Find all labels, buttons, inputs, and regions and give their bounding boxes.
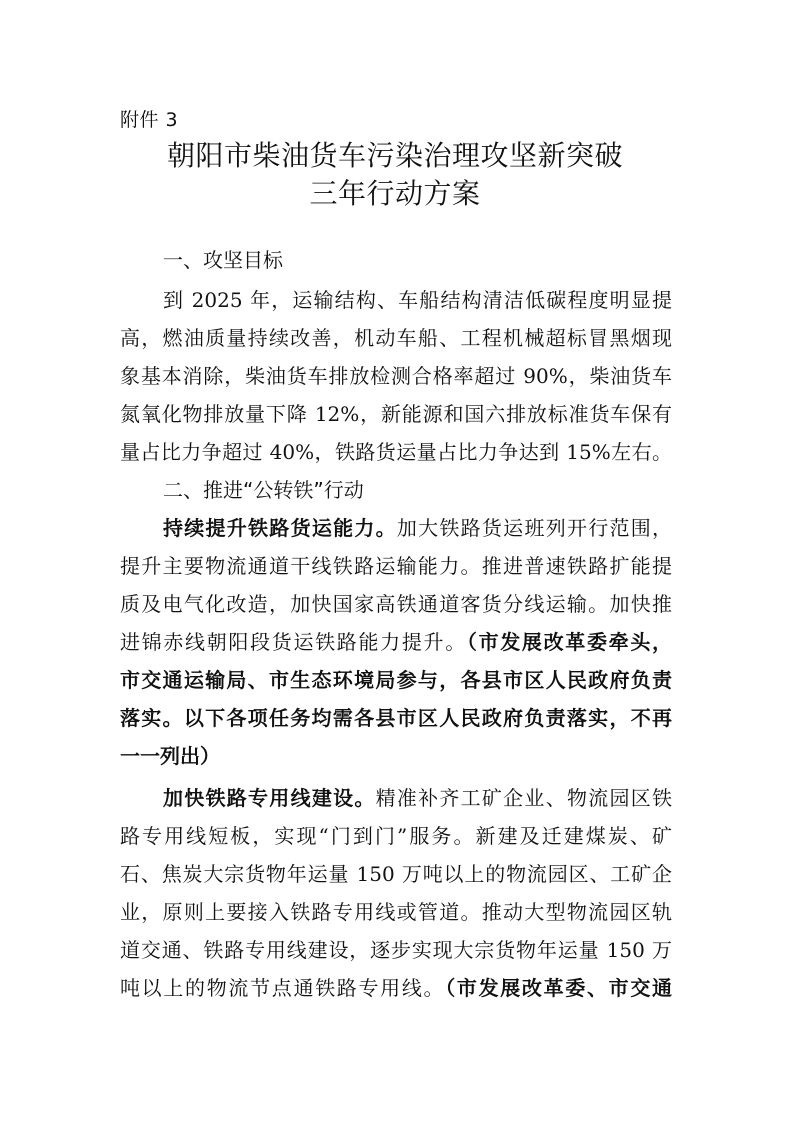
body-line: 石、焦炭大宗货物年运量 150 万吨以上的物流园区、工矿企 xyxy=(120,862,672,886)
section-heading-rail: 二、推进“公转铁”行动 xyxy=(163,478,364,502)
paragraph-first-line xyxy=(163,780,672,816)
responsibility-note: （市发展改革委、市交通 xyxy=(445,976,673,1000)
body-line: 提升主要物流通道干线铁路运输能力。推进普速铁路扩能提 xyxy=(120,554,672,578)
body-line-mixed xyxy=(120,970,672,1006)
body-line: 到 2025 年，运输结构、车船结构清洁低碳程度明显提 xyxy=(163,288,672,312)
document-title-line-1: 朝阳市柴油货车污染治理攻坚新突破 xyxy=(166,139,623,172)
body-line: 高，燃油质量持续改善，机动车船、工程机械超标冒黑烟现 xyxy=(120,326,672,350)
responsibility-note: （市发展改革委牵头， xyxy=(466,630,673,654)
body-line: 象基本消除，柴油货车排放检测合格率超过 90%，柴油货车 xyxy=(120,364,672,388)
body-text: 进锦赤线朝阳段货运铁路能力提升。 xyxy=(120,630,467,654)
body-line: 路专用线短板，实现“门到门”服务。新建及迁建煤炭、矿 xyxy=(120,824,672,848)
body-line: 氮氧化物排放量下降 12%，新能源和国六排放标准货车保有 xyxy=(120,402,672,426)
paragraph-lead: 持续提升铁路货运能力。 xyxy=(163,516,397,540)
body-line-mixed xyxy=(120,624,672,660)
document-title-line-2: 三年行动方案 xyxy=(309,177,481,210)
paragraph-lead: 加快铁路专用线建设。 xyxy=(163,786,376,810)
body-line: 质及电气化改造，加快国家高铁通道客货分线运输。加快推 xyxy=(120,592,672,616)
body-line: 量占比力争超过 40%，铁路货运量占比力争达到 15%左右。 xyxy=(120,440,672,464)
responsibility-note-line: 落实。以下各项任务均需各县市区人民政府负责落实，不再 xyxy=(120,706,672,730)
body-text: 加大铁路货运班列开行范围， xyxy=(396,516,673,540)
body-text: 精准补齐工矿企业、物流园区铁 xyxy=(375,786,673,810)
section-heading-goals: 一、攻坚目标 xyxy=(163,248,283,272)
body-line: 业，原则上要接入铁路专用线或管道。推动大型物流园区轨 xyxy=(120,900,672,924)
body-line: 道交通、铁路专用线建设，逐步实现大宗货物年运量 150 万 xyxy=(120,938,672,962)
responsibility-note-line: 市交通运输局、市生态环境局参与，各县市区人民政府负责 xyxy=(120,668,672,692)
attachment-label: 附件 3 xyxy=(120,109,179,131)
body-text: 吨以上的物流节点通铁路专用线。 xyxy=(120,976,446,1000)
paragraph-first-line xyxy=(163,510,672,546)
responsibility-note-line: 一一列出） xyxy=(120,744,220,768)
